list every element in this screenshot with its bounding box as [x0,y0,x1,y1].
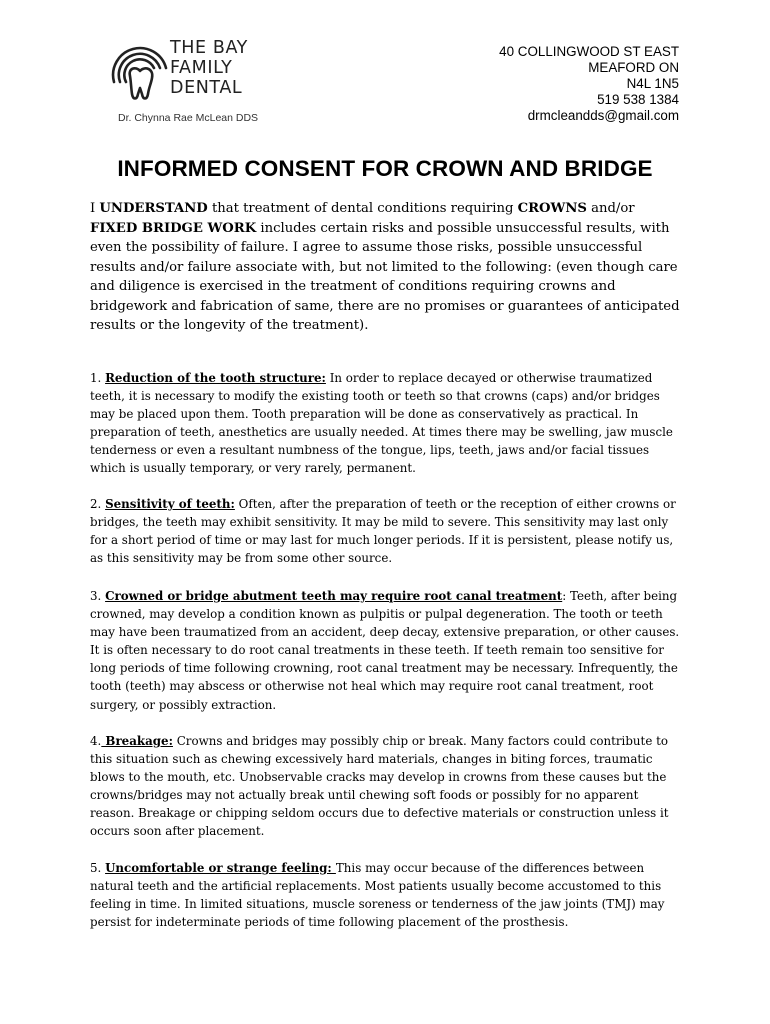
intro-text: that treatment of dental conditions requiring [207,201,518,216]
tooth-logo-icon [108,38,170,110]
item-heading: Reduction of the tooth structure: [105,371,326,385]
consent-item [90,495,686,567]
practice-name-line: FAMILY [170,58,233,78]
item-text: : Teeth, after being crowned, may develop a condition known as pulpitis or pulpal degeneration. The tooth or teeth may have been traumatized from an accident, deep decay, extensive preparation, or other causes. It is often necessary to do root canal treatments in these teeth. If teeth remain too sensitive for long periods of time following crowning, root canal treatment may be necessary. Infrequently, the tooth (teeth) may abscess or otherwise not heal which may require root canal treatment, root surgery, or possibly extraction. [90,589,680,712]
intro-text: I [90,201,100,216]
item-number: 4. [90,734,102,748]
consent-item [90,369,686,478]
practice-logo [108,38,288,130]
item-number: 1. [90,371,106,385]
item-text: In order to replace decayed or otherwise traumatized teeth, it is necessary to modify the existing tooth or teeth so that crowns (caps) and/or bridges may be placed upon them. Tooth preparation will be done as conservatively as practical. In preparation of teeth, anesthetics are usually needed. At times there may be swelling, jaw muscle tenderness or even a resultant numbness of the tongue, lips, teeth, jaws and/or facial tissues which is usually temporary, or very rarely, permanent. [90,371,673,476]
item-number: 5. [90,861,106,875]
consent-item [90,859,686,931]
item-text: This may occur because of the differences between natural teeth and the artificial replacements. Most patients usually become accustomed to this feeling in time. In limited situations, muscle soreness or tenderness of the jaw joints (TMJ) may persist for indeterminate periods of time following placement of the prosthesis. [90,861,665,930]
practice-name-line: THE BAY [170,38,248,58]
practice-name [170,38,248,98]
item-heading: Breakage: [101,734,173,748]
practice-name-line: DENTAL [170,78,243,98]
document-title: INFORMED CONSENT FOR CROWN AND BRIDGE [117,156,653,181]
intro-text: and/or [586,201,635,216]
consent-item [90,732,686,841]
intro-bold-crowns: CROWNS [517,201,587,216]
consent-item [90,587,686,714]
street-address: 40 COLLINGWOOD ST EAST [499,44,679,59]
item-number: 3. [90,589,106,603]
postal-code: N4L 1N5 [626,76,679,91]
address-block [499,44,679,124]
city-province: MEAFORD ON [588,60,679,75]
item-number: 2. [90,497,106,511]
item-heading: Uncomfortable or strange feeling: [105,861,336,875]
item-text: Crowns and bridges may possibly chip or break. Many factors could contribute to this situation such as chewing excessively hard materials, changes in biting forces, traumatic blows to the mouth, etc. Unobservable cracks may develop in crowns from these causes but the crowns/bridges may not actually break until chewing soft foods or possibly for no apparent reason. Breakage or chipping seldom occurs due to defective materials or construction unless it occurs soon after placement. [90,734,669,839]
intro-bold-understand: UNDERSTAND [99,201,208,216]
email-address: drmcleandds@gmail.com [527,108,679,123]
item-heading: Crowned or bridge abutment teeth may require root canal treatment [105,589,563,603]
intro-bold-fixed-bridge: FIXED BRIDGE WORK [90,220,257,236]
doctor-name: Dr. Chynna Rae McLean DDS [118,112,259,124]
item-heading: Sensitivity of teeth: [105,497,235,511]
intro-text: includes certain risks and possible unsuccessful results, with even the possibility of failure. I agree to assume those risks, possible unsuccessful results and/or failure associate with, but not limited to the following: (even though care and diligence is exercised in the treatment of conditions requiring crowns and bridgework and fabrication of same, there are no promises or guarantees of anticipated results or the longevity of the treatment). [90,220,680,333]
intro-paragraph [90,199,686,336]
phone-number: 519 538 1384 [597,92,679,107]
item-text: Often, after the preparation of teeth or the reception of either crowns or bridges, the teeth may exhibit sensitivity. It may be mild to severe. This sensitivity may last only for a short period of time or may last for much longer periods. If it is persistent, please notify us, as this sensitivity may be from some other source. [90,497,676,566]
